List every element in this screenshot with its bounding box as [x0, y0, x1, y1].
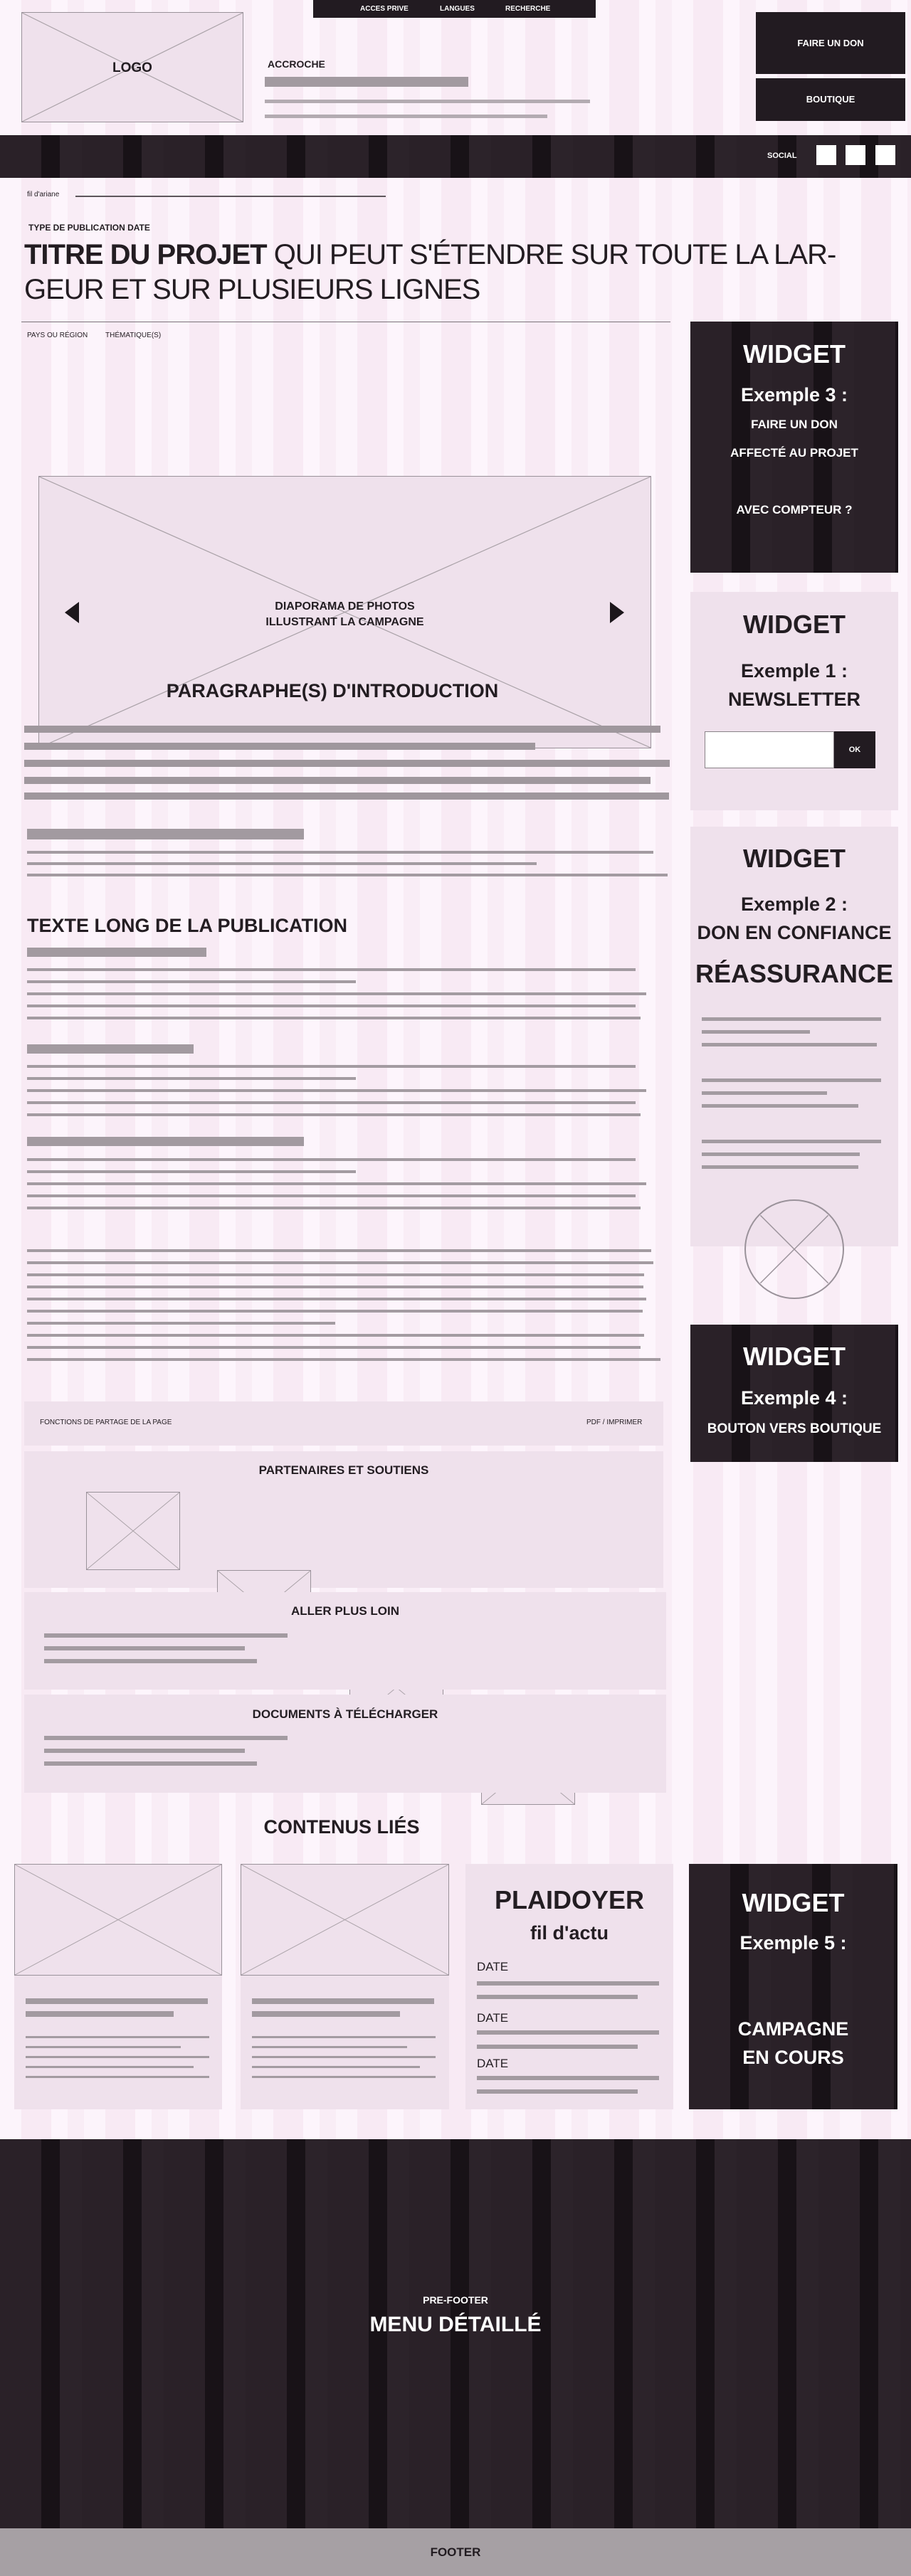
downloads-heading: DOCUMENTS À TÉLÉCHARGER	[252, 1707, 438, 1721]
text-line	[702, 1078, 881, 1082]
text-line	[702, 1165, 858, 1169]
image-placeholder-icon	[241, 1865, 448, 1975]
widget-example: Exemple 1 :	[740, 660, 848, 682]
text-line	[702, 1140, 881, 1143]
widget-text: EN COURS	[742, 2047, 844, 2068]
news-date: DATE	[477, 2057, 509, 2070]
widget-title: WIDGET	[743, 610, 846, 639]
intro-line	[24, 760, 670, 767]
slideshow-caption-line2: ILLUSTRANT LA CAMPAGNE	[265, 616, 424, 628]
ok-label: OK	[848, 746, 861, 754]
widget-title: WIDGET	[742, 1888, 845, 1917]
widget-text: FAIRE UN DON	[751, 418, 838, 431]
text-line	[252, 2056, 436, 2058]
further-section	[24, 1592, 666, 1690]
intro-line	[24, 726, 660, 733]
news-line[interactable]	[477, 1995, 638, 1999]
subheading-bar	[27, 829, 304, 839]
nav-langues[interactable]: LANGUES	[440, 5, 475, 13]
text-line	[26, 2076, 209, 2078]
page-title-rest: QUI PEUT S'ÉTENDRE SUR TOUTE LA LAR-	[266, 239, 836, 270]
link-line[interactable]	[44, 1659, 257, 1663]
widget-boutique[interactable]	[690, 1325, 898, 1462]
download-link-line[interactable]	[44, 1761, 257, 1766]
plaidoyer-card[interactable]	[465, 1864, 673, 2109]
main-menu-bar[interactable]	[0, 135, 911, 178]
share-functions[interactable]: FONCTIONS DE PARTAGE DE LA PAGE	[40, 1419, 172, 1426]
text-line	[252, 2066, 420, 2068]
pdf-print-link[interactable]: PDF / IMPRIMER	[586, 1419, 643, 1426]
text-line	[27, 1207, 641, 1209]
widget-text: DON EN CONFIANCE	[697, 922, 892, 943]
widget-text: NEWSLETTER	[728, 689, 860, 710]
social-label: SOCIAL	[767, 152, 797, 160]
widget-text: AFFECTÉ AU PROJET	[730, 446, 858, 460]
widget-text: RÉASSURANCE	[695, 959, 894, 988]
widget-reassurance	[690, 827, 898, 1246]
related-card-image	[14, 1864, 222, 1976]
downloads-section	[24, 1695, 666, 1793]
widget-don-projet[interactable]	[690, 322, 898, 573]
text-line	[26, 2066, 194, 2068]
text-line	[27, 1017, 641, 1019]
page-title-bold: TITRE DU PROJET	[24, 239, 267, 270]
text-line	[27, 1194, 636, 1197]
subheading-bar	[27, 1137, 304, 1146]
widget-example: Exemple 3 :	[740, 384, 848, 406]
social-icon-1[interactable]	[816, 145, 836, 165]
text-line	[26, 2046, 181, 2048]
news-line[interactable]	[477, 2045, 638, 2049]
widget-example: Exemple 4 :	[740, 1387, 848, 1409]
partners-section	[24, 1451, 663, 1588]
further-heading: ALLER PLUS LOIN	[290, 1604, 400, 1618]
intro-line	[24, 777, 651, 784]
top-nav	[313, 0, 596, 18]
text-line	[702, 1104, 858, 1108]
social-icon-3[interactable]	[875, 145, 895, 165]
text-line	[702, 1152, 860, 1156]
text-line	[702, 1030, 810, 1034]
logo-label: LOGO	[112, 60, 152, 75]
text-line	[27, 1089, 646, 1092]
related-card[interactable]	[14, 1864, 222, 2109]
accroche-text-line	[265, 100, 590, 103]
intro-heading: PARAGRAPHE(S) D'INTRODUCTION	[166, 680, 499, 701]
download-link-line[interactable]	[44, 1736, 288, 1740]
social-icon-2[interactable]	[846, 145, 865, 165]
don-button[interactable]	[756, 12, 905, 74]
newsletter-email-input[interactable]	[705, 731, 834, 768]
text-line	[27, 1346, 641, 1349]
text-line	[27, 1158, 636, 1161]
text-line	[252, 2036, 436, 2038]
text-line	[27, 1273, 644, 1276]
text-line	[27, 1249, 651, 1252]
news-date: DATE	[477, 1960, 509, 1973]
plaidoyer-subtitle: fil d'actu	[530, 1922, 609, 1944]
text-line	[27, 968, 636, 971]
widget-example: Exemple 5 :	[739, 1932, 847, 1954]
prefooter-label: PRE-FOOTER	[423, 2294, 488, 2306]
text-line	[27, 851, 653, 854]
breadcrumb-line	[75, 196, 386, 197]
boutique-button[interactable]	[756, 78, 905, 121]
text-line	[27, 1077, 356, 1080]
related-heading: CONTENUS LIÉS	[263, 1816, 420, 1838]
arrow-right-icon[interactable]	[610, 602, 624, 623]
text-line	[27, 1334, 644, 1337]
newsletter-ok-button[interactable]	[834, 731, 875, 768]
text-line	[27, 874, 668, 876]
accroche-label: ACCROCHE	[268, 58, 325, 70]
image-placeholder-icon	[746, 1201, 843, 1298]
intro-line	[24, 793, 669, 800]
download-link-line[interactable]	[44, 1749, 245, 1753]
text-line	[27, 862, 537, 865]
text-line	[27, 1310, 643, 1313]
image-placeholder-icon	[87, 1493, 179, 1569]
widget-title: WIDGET	[743, 1342, 846, 1371]
footer-label: FOOTER	[430, 2545, 481, 2559]
news-line[interactable]	[477, 2089, 638, 2094]
prefooter-menu-title: MENU DÉTAILLÉ	[369, 2313, 542, 2336]
logo[interactable]	[21, 12, 243, 122]
accroche-text-line	[265, 77, 468, 87]
prefooter[interactable]	[0, 2139, 911, 2528]
partners-heading: PARTENAIRES ET SOUTIENS	[258, 1463, 429, 1477]
text-line	[27, 1358, 660, 1361]
text-line	[27, 1005, 636, 1007]
publication-meta: TYPE DE PUBLICATION DATE	[28, 223, 150, 233]
text-line	[702, 1091, 827, 1095]
intro-line	[24, 743, 535, 750]
related-card-title-bar	[26, 1998, 208, 2004]
news-date: DATE	[477, 2011, 509, 2025]
trust-badge-icon	[744, 1199, 844, 1299]
tag-pays[interactable]: PAYS OU RÉGION	[27, 332, 88, 339]
breadcrumb[interactable]: fil d'ariane	[27, 191, 60, 198]
related-card[interactable]	[241, 1864, 449, 2109]
text-line	[27, 1065, 636, 1068]
boutique-button-label: BOUTIQUE	[806, 94, 855, 105]
link-line[interactable]	[44, 1633, 288, 1638]
widget-text: AVEC COMPTEUR ?	[736, 503, 853, 516]
text-line	[27, 992, 646, 995]
nav-recherche[interactable]: RECHERCHE	[505, 5, 551, 13]
text-line	[27, 1322, 335, 1325]
link-line[interactable]	[44, 1646, 245, 1650]
text-line	[702, 1017, 881, 1021]
text-line	[27, 1182, 646, 1185]
news-line[interactable]	[477, 2030, 659, 2035]
widget-newsletter	[690, 592, 898, 810]
accroche-text-line	[265, 115, 547, 118]
text-line	[252, 2046, 407, 2048]
plaidoyer-title: PLAIDOYER	[494, 1885, 645, 1914]
text-line	[27, 1113, 641, 1116]
text-line	[26, 2056, 209, 2058]
text-line	[27, 1261, 653, 1264]
widget-campagne[interactable]	[689, 1864, 897, 2109]
text-line	[27, 1170, 356, 1173]
slideshow[interactable]	[38, 476, 651, 748]
long-text-heading: TEXTE LONG DE LA PUBLICATION	[27, 915, 347, 936]
text-line	[702, 1043, 877, 1046]
arrow-left-icon[interactable]	[65, 602, 79, 623]
widget-title: WIDGET	[743, 339, 846, 369]
footer	[0, 2528, 911, 2576]
text-line	[27, 1286, 643, 1288]
page-title-line2: GEUR ET SUR PLUSIEURS LIGNES	[24, 274, 480, 305]
widget-text: CAMPAGNE	[737, 2018, 849, 2040]
widget-title: WIDGET	[743, 844, 846, 873]
related-card-title-bar	[252, 2011, 400, 2017]
share-bar	[24, 1401, 663, 1446]
partner-logo[interactable]	[86, 1492, 180, 1570]
widget-text: BOUTON VERS BOUTIQUE	[707, 1421, 882, 1436]
related-card-image	[241, 1864, 449, 1976]
text-line	[27, 1101, 636, 1104]
image-placeholder-icon	[15, 1865, 221, 1975]
text-line	[27, 1298, 646, 1300]
subheading-bar	[27, 1044, 194, 1054]
slideshow-caption-line1: DIAPORAMA DE PHOTOS	[275, 600, 415, 613]
news-line[interactable]	[477, 1981, 659, 1986]
nav-acces-prive[interactable]: ACCES PRIVE	[360, 5, 409, 13]
don-button-label: FAIRE UN DON	[797, 38, 864, 48]
related-card-title-bar	[26, 2011, 174, 2017]
text-line	[27, 980, 356, 983]
text-line	[26, 2036, 209, 2038]
related-card-title-bar	[252, 1998, 434, 2004]
text-line	[252, 2076, 436, 2078]
subheading-bar	[27, 948, 206, 957]
tag-thematique[interactable]: THÉMATIQUE(S)	[105, 332, 162, 339]
news-line[interactable]	[477, 2076, 659, 2080]
page-title	[24, 238, 900, 307]
widget-example: Exemple 2 :	[740, 894, 848, 915]
slideshow-caption	[39, 599, 651, 630]
